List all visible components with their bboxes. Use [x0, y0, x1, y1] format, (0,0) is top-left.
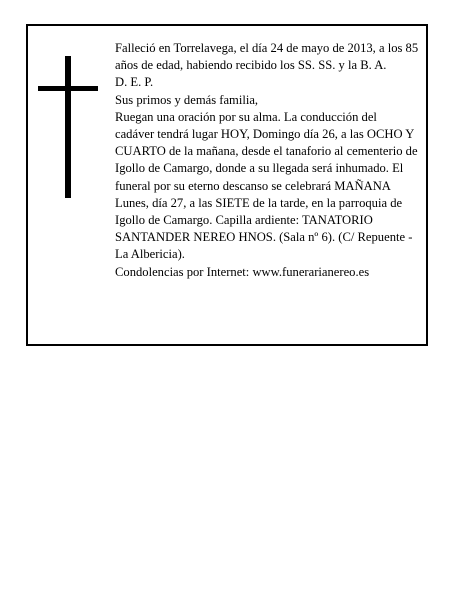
cross-vertical-bar: [65, 56, 71, 198]
cross-horizontal-bar: [38, 86, 98, 91]
notice-text: [115, 40, 419, 281]
condolences-line: Condolencias por Internet: www.funerarianereo.es: [115, 264, 370, 279]
family-line: Sus primos y demás familia,: [115, 92, 259, 107]
funeral-details: Ruegan una oración por su alma. La conducción del cadáver tendrá lugar HOY, Domingo día 26, a las OCHO Y CUARTO de la mañana, desde el tanaforio al cementerio de Igollo de Camargo, donde a su llegada será inhumado. El funeral por su eterno descanso se celebrará MAÑANA Lunes, día 27, a las SIETE de la tarde, en la parroquia de Igollo de Camargo. Capilla ardiente: TANATORIO SANTANDER NEREO HNOS. (Sala nº 6). (C/ Repuente - La Albericia).: [115, 109, 418, 262]
obituary-notice: [26, 24, 428, 346]
cross-icon: [38, 56, 98, 198]
death-announcement: Falleció en Torrelavega, el día 24 de mayo de 2013, a los 85 años de edad, habiendo recibido los SS. SS. y la B. A.: [115, 41, 419, 73]
rest-in-peace: D. E. P.: [115, 75, 154, 90]
